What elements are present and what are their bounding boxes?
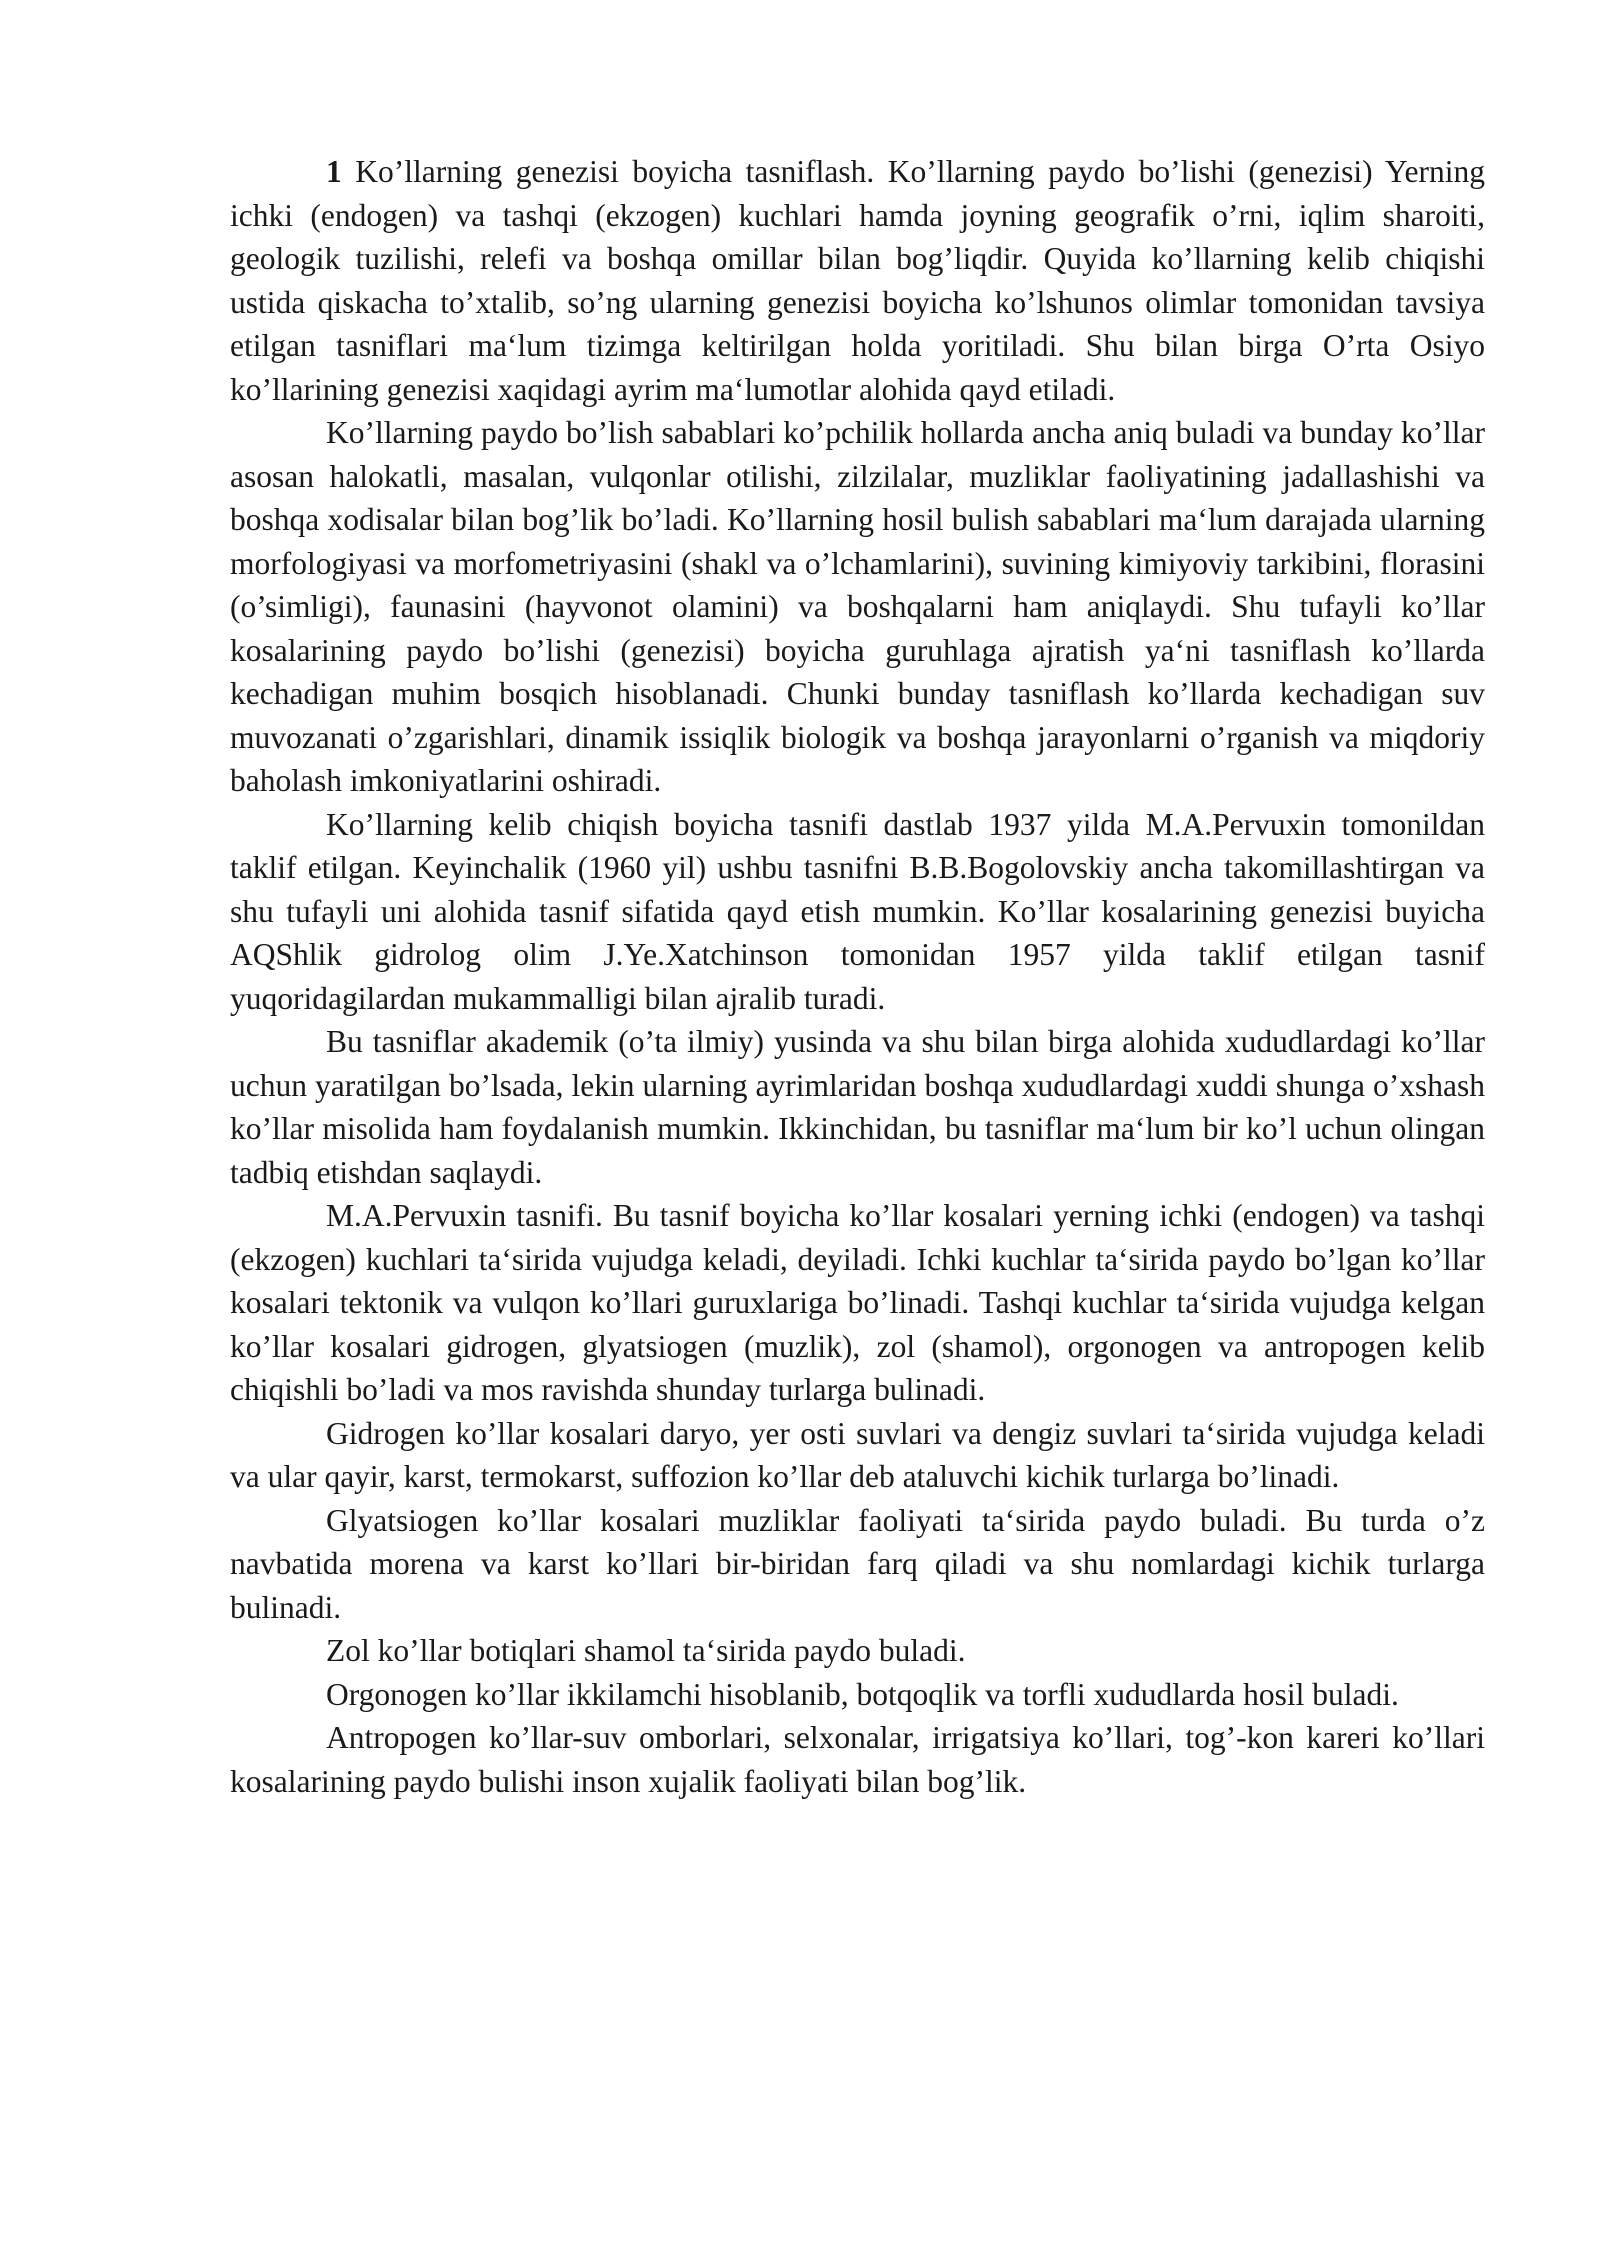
paragraph-text: Ko’llarning genezisi boyicha tasniflash. Ko’llarning paydo bo’lishi (genezisi) Yerning ichki (endogen) va tashqi (ekzogen) kuchlari hamda joyning geografik o’rni, iqlim sharoiti, geologik tuzilishi, relefi va boshqa omillar bilan bog’liqdir. Quyida ko’llarning kelib chiqishi ustida qiskacha to’xtalib, so’ng ularning genezisi boyicha ko’lshunos olimlar tomonidan tavsiya etilgan tasniflari ma‘lum tizimga keltirilgan holda yoritiladi. Shu bilan birga O’rta Osiyo ko’llarining genezisi xaqidagi ayrim ma‘lumotlar alohida qayd etiladi. xyxy=(230,154,1485,407)
paragraph-classification-history: Ko’llarning kelib chiqish boyicha tasnifi dastlab 1937 yilda M.A.Pervuxin tomonildan taklif etilgan. Keyinchalik (1960 yil) ushbu tasnifni B.B.Bogolovskiy ancha takomillashtirgan va shu tufayli uni alohida tasnif sifatida qayd etish mumkin. Ko’llar kosalarining genezisi buyicha AQShlik gidrolog olim J.Ye.Xatchinson tomonidan 1957 yilda taklif etilgan tasnif yuqoridagilardan mukammalligi bilan ajralib turadi. xyxy=(230,806,1485,1016)
paragraph-anthropogenic-lakes: Antropogen ko’llar-suv omborlari, selxonalar, irrigatsiya ko’llari, tog’-kon kareri ko’llari kosalarining paydo bulishi inson xujalik faoliyati bilan bog’lik. xyxy=(230,1720,1485,1799)
paragraph-aeolian-lakes: Zol ko’llar botiqlari shamol ta‘sirida paydo buladi. xyxy=(326,1633,966,1668)
paragraph-pervuxin-classification: M.A.Pervuxin tasnifi. Bu tasnif boyicha ko’llar kosalari yerning ichki (endogen) va tashqi (ekzogen) kuchlari ta‘sirida vujudga keladi, deyiladi. Ichki kuchlar ta‘sirida paydo bo’lgan ko’llar kosalari tektonik va vulqon ko’llari guruxlariga bo’linadi. Tashqi kuchlar ta‘sirida vujudga kelgan ko’llar kosalari gidrogen, glyatsiogen (muzlik), zol (shamol), orgonogen va antropogen kelib chiqishli bo’ladi va mos ravishda shunday turlarga bulinadi. xyxy=(230,1198,1485,1407)
paragraph-origin-causes: Ko’llarning paydo bo’lish sabablari ko’pchilik hollarda ancha aniq buladi va bunday ko’llar asosan halokatli, masalan, vulqonlar otilishi, zilzilalar, muzliklar faoliyatining jadallashishi va boshqa xodisalar bilan bog’lik bo’ladi. Ko’llarning hosil bulish sabablari ma‘lum darajada ularning morfologiyasi va morfometriyasini (shakl va o’lchamlarini), suvining kimiyoviy tarkibini, florasini (o’simligi), faunasini (hayvonot olamini) va boshqalarni ham aniqlaydi. Shu tufayli ko’llar kosalarining paydo bo’lishi (genezisi) boyicha guruhlaga ajratish ya‘ni tasniflash ko’llarda kechadigan muhim bosqich hisoblanadi. Chunki bunday tasniflash ko’llarda kechadigan suv muvozanati o’zgarishlari, dinamik issiqlik biologik va boshqa jarayonlarni o’rganish va miqdoriy baholash imkoniyatlarini oshiradi. xyxy=(230,415,1485,798)
paragraph-genesis-intro xyxy=(230,150,1485,411)
paragraph-glaciogenic-lakes: Glyatsiogen ko’llar kosalari muzliklar faoliyati ta‘sirida paydo buladi. Bu turda o’z navbatida morena va karst ko’llari bir-biridan farq qiladi va shu nomlardagi kichik turlarga bulinadi. xyxy=(230,1502,1485,1625)
document-page xyxy=(230,150,1485,1803)
paragraph-organogenic-lakes: Orgonogen ko’llar ikkilamchi hisoblanib, botqoqlik va torfli xududlarda hosil buladi. xyxy=(326,1676,1399,1712)
paragraph-hydrogenic-lakes: Gidrogen ko’llar kosalari daryo, yer osti suvlari va dengiz suvlari ta‘sirida vujudga keladi va ular qayir, karst, termokarst, suffozion ko’llar deb ataluvchi kichik turlarga bo’linadi. xyxy=(230,1415,1485,1494)
section-number: 1 xyxy=(326,154,342,189)
paragraph-classification-usage: Bu tasniflar akademik (o’ta ilmiy) yusinda va shu bilan birga alohida xududlardagi ko’llar uchun yaratilgan bo’lsada, lekin ularning ayrimlaridan boshqa xududlardagi xuddi shunga o’xshash ko’llar misolida ham foydalanish mumkin. Ikkinchidan, bu tasniflar ma‘lum bir ko’l uchun olingan tadbiq etishdan saqlaydi. xyxy=(230,1024,1485,1190)
